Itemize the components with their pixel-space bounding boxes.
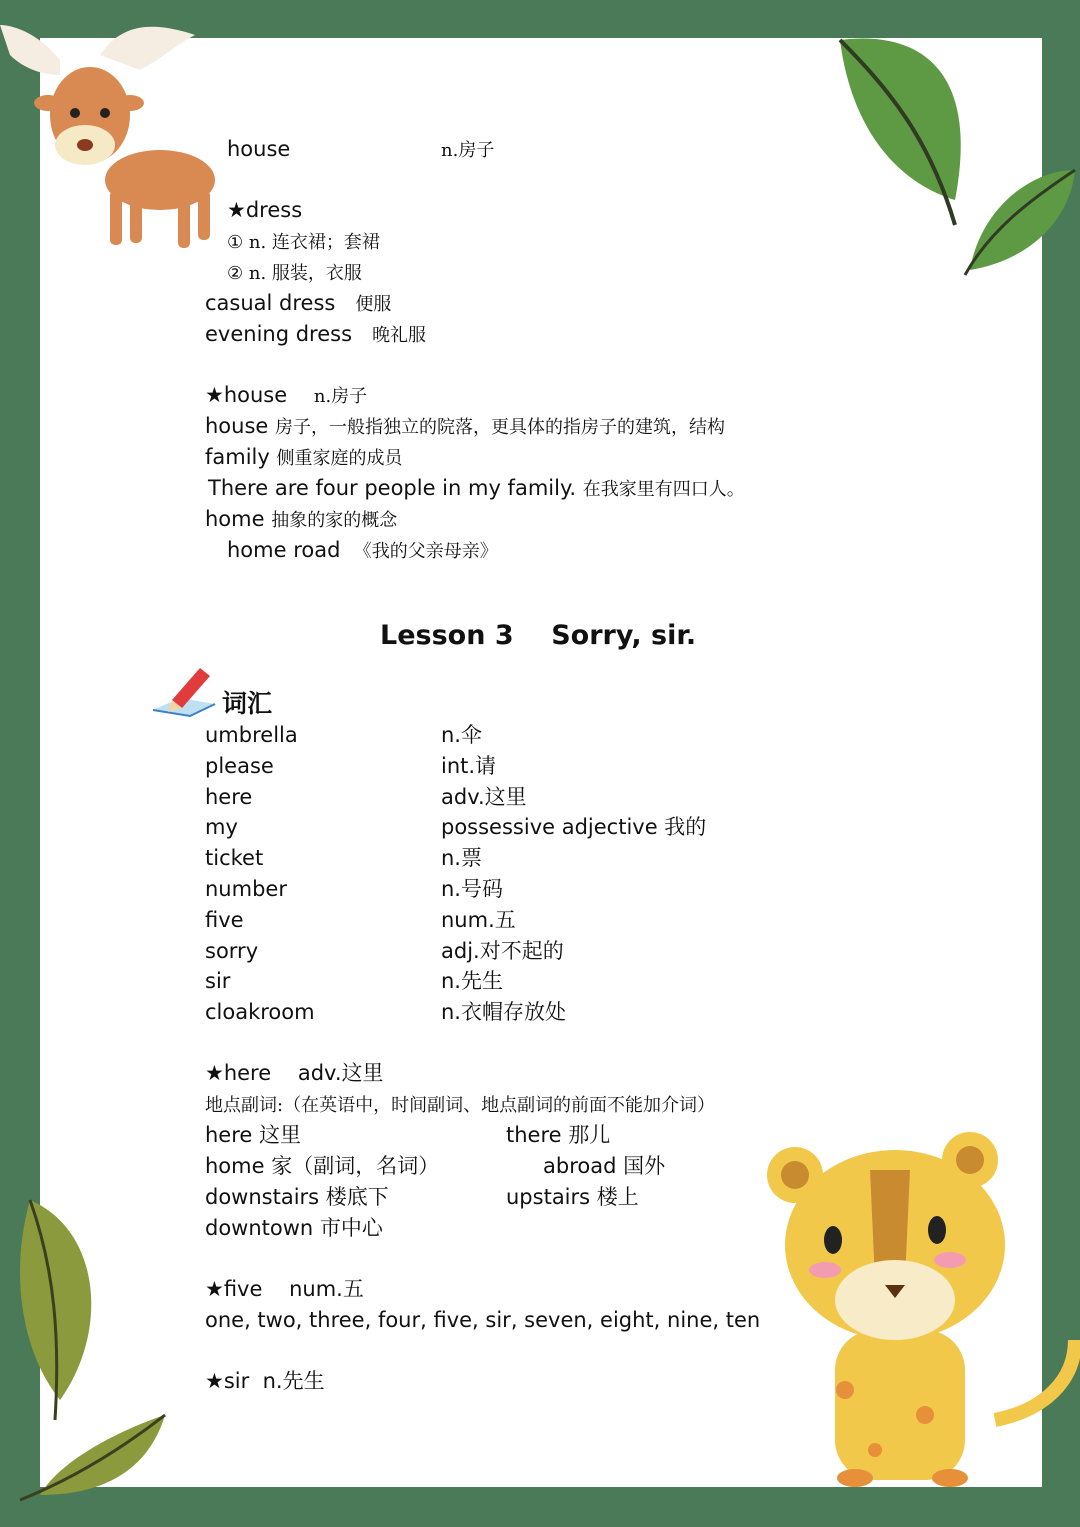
casual-dress-en: casual dress [205, 291, 336, 315]
pair-left-3: downstairs 楼底下 [205, 1185, 389, 1209]
dress-sense-2 [227, 259, 362, 287]
family-example-en: There are four people in my family. [208, 476, 577, 500]
five-star-word: ★five [205, 1277, 263, 1301]
casual-dress-line [205, 290, 391, 318]
house-star-def: n.房子 [313, 386, 368, 407]
here-star-def: adv.这里 [297, 1061, 384, 1085]
adverb-rule [205, 1091, 715, 1119]
vocab-section-title: 词汇 [222, 689, 273, 718]
home-road-cn: 《我的父亲母亲》 [353, 541, 498, 562]
vocab-definition: adv.这里 [441, 784, 527, 809]
pair-right-2: abroad 国外 [543, 1154, 666, 1178]
casual-dress-cn: 便服 [355, 294, 392, 315]
cartoon-leopard-icon [745, 1130, 1080, 1495]
home-note-en: home [205, 507, 265, 531]
family-note-en: family [205, 445, 270, 469]
lesson-title: Sorry, sir. [551, 620, 697, 651]
here-star-word: ★here [205, 1061, 272, 1085]
house-note-line [205, 413, 725, 441]
sir-star-word: ★sir [205, 1369, 250, 1393]
vocab-word: five [205, 907, 244, 932]
sir-star-def: n.先生 [262, 1369, 325, 1393]
numbers-line: one, two, three, four, five, sir, seven, eight, nine, ten [205, 1308, 761, 1332]
vocab-definition: n.票 [441, 846, 482, 871]
vocab-word: number [205, 877, 287, 901]
vocab-definition: possessive adjective 我的 [441, 815, 707, 840]
vocab-word: umbrella [205, 723, 298, 747]
vocab-word: sorry [205, 938, 259, 963]
house-note-en: house [205, 414, 269, 438]
vocab-word: ticket [205, 846, 264, 871]
house-note-cn: 房子，一般指独立的院落，更具体的指房子的建筑，结构 [275, 417, 726, 438]
leaf-bottom-left-icon [0, 1190, 170, 1510]
pair-left-4: downtown 市中心 [205, 1216, 383, 1240]
sir-heading [205, 1368, 325, 1394]
vocab-word: sir [205, 969, 231, 994]
vocab-definition: n.衣帽存放处 [441, 1000, 566, 1025]
here-heading [205, 1060, 384, 1086]
vocab-definition: n.先生 [441, 969, 503, 994]
dress-sense-2-text: ② n. 服装，衣服 [227, 263, 362, 284]
vocab-word: please [205, 753, 274, 778]
lesson-number: Lesson 3 [380, 620, 514, 651]
five-heading [205, 1276, 364, 1302]
vocab-definition: n.号码 [441, 877, 503, 901]
home-note-cn: 抽象的家的概念 [271, 510, 398, 531]
dress-sense-1 [227, 228, 380, 256]
house-definition-text: n.房子 [441, 140, 495, 161]
home-note-line [205, 506, 397, 534]
vocab-definition: int.请 [441, 753, 497, 778]
adverb-rule-text: 地点副词:（在英语中，时间副词、地点副词的前面不能加介词） [205, 1095, 716, 1116]
vocab-definition: num.五 [441, 907, 516, 932]
pencil-book-icon [150, 660, 220, 718]
house-star-word: ★house [205, 383, 288, 407]
dress-heading: ★dress [227, 198, 303, 222]
home-road-line [227, 537, 498, 565]
vocab-word: my [205, 815, 238, 840]
family-example-line [208, 475, 745, 503]
vocab-word: here [205, 784, 253, 809]
leaf-top-right-icon [830, 30, 1080, 280]
family-note-line [205, 444, 403, 472]
house-star-heading [205, 382, 367, 410]
five-star-def: num.五 [289, 1277, 364, 1301]
evening-dress-line [205, 321, 426, 349]
evening-dress-en: evening dress [205, 322, 353, 346]
pair-right-1: there 那儿 [506, 1123, 611, 1147]
home-road-en: home road [227, 538, 341, 562]
family-note-cn: 侧重家庭的成员 [276, 448, 403, 469]
dress-sense-1-text: ① n. 连衣裙；套裙 [227, 232, 380, 253]
vocab-definition: adj.对不起的 [441, 938, 564, 963]
house-word: house [227, 137, 291, 161]
vocab-definition: n.伞 [441, 723, 482, 747]
family-example-cn: 在我家里有四口人。 [582, 479, 745, 500]
house-definition [441, 136, 494, 164]
cartoon-deer-icon [0, 15, 225, 255]
lesson-heading [380, 620, 696, 651]
evening-dress-cn: 晚礼服 [372, 325, 427, 346]
vocab-word: cloakroom [205, 1000, 315, 1025]
pair-left-2: home 家（副词，名词） [205, 1154, 440, 1178]
pair-left-1: here 这里 [205, 1123, 301, 1147]
pair-right-3: upstairs 楼上 [506, 1185, 639, 1209]
